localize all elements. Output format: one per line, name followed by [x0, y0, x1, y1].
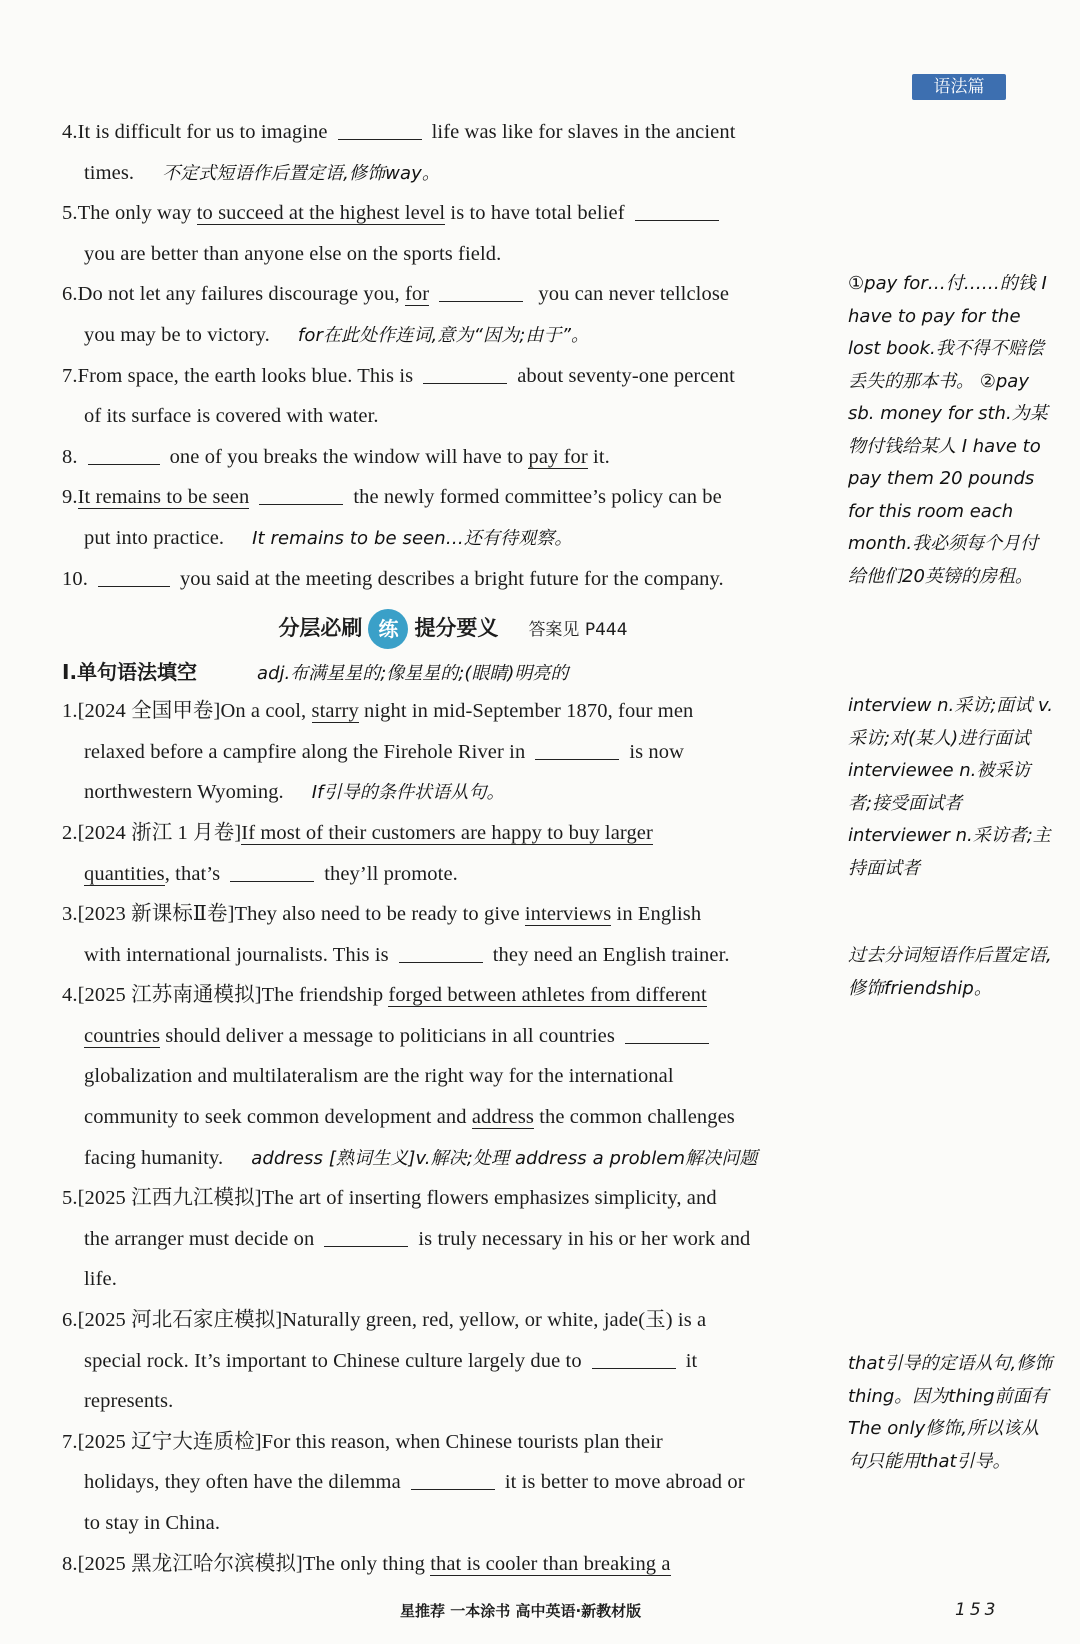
question-number: 8. [62, 445, 78, 468]
answer-blank [625, 1021, 709, 1044]
footer [0, 1600, 1080, 1630]
question-text: should deliver a message to politicians in all countries [160, 1024, 615, 1047]
question-number: 3. [62, 903, 78, 926]
section-title-left: 分层必刷 [278, 616, 363, 641]
question-text: holidays, they often have the dilemma [84, 1471, 401, 1494]
margin-note: interview n.采访;面试 v.采访;对(某人)进行面试 interviewee n.被采访者;接受面试者 interviewer n.采访者;主持面试者 [848, 695, 1053, 879]
underlined-phrase: It remains to be seen [77, 486, 250, 509]
question-line [62, 854, 844, 895]
question-text: [2024 浙江 1 月卷] [77, 821, 242, 844]
question-number: 4. [62, 121, 78, 143]
question-text: special rock. It’s important to Chinese culture largely due to [84, 1349, 582, 1372]
question-line [62, 315, 844, 356]
question-text: [2025 河北石家庄模拟]Naturally green, red, yellow, or white, jade(玉) is a [77, 1309, 707, 1332]
question-line [62, 518, 844, 559]
question-text: [2023 新课标Ⅱ卷]They also need to be ready to give [77, 903, 525, 926]
question-line [62, 1462, 844, 1503]
answer-blank [592, 1346, 676, 1369]
question-line [62, 274, 844, 315]
underlined-phrase: interviews [524, 903, 612, 926]
section-tag: 语法篇 [912, 74, 1006, 100]
answer-blank [338, 117, 422, 140]
answer-blank [439, 280, 523, 303]
answer-blank [324, 1224, 408, 1247]
question-text: [2025 黑龙江哈尔滨模拟]The only thing [77, 1552, 431, 1575]
underlined-phrase: pay for [528, 445, 588, 468]
question-number: 10. [62, 567, 88, 590]
question-text: northwestern Wyoming. [84, 781, 284, 804]
question-number: 2. [62, 821, 78, 844]
answer-reference: 答案见 P444 [528, 620, 628, 641]
question-line [62, 234, 844, 275]
question-number: 1. [62, 700, 78, 723]
question-text: facing humanity. [84, 1146, 224, 1169]
question-line [62, 772, 844, 813]
answer-blank [411, 1468, 495, 1491]
section-title-right: 提分要义 [414, 616, 499, 641]
question-line [62, 1138, 844, 1179]
question-text: From space, the earth looks blue. This is [77, 364, 414, 387]
question-number: 6. [62, 1309, 78, 1332]
question-line [62, 894, 844, 935]
underlined-phrase: for [404, 283, 430, 306]
question-line [62, 356, 844, 397]
question-text: The only way [77, 202, 197, 225]
question-text: to stay in China. [84, 1512, 221, 1534]
handwritten-note: address [熟词生义]v.解决;处理 address a problem解决问题 [251, 1147, 758, 1169]
question-text: represents. [84, 1390, 174, 1413]
question-text: one of you breaks the window will have to [169, 445, 529, 468]
answer-blank [98, 564, 170, 587]
question-text: Do not let any failures discourage you, [77, 283, 405, 306]
question-text: the common challenges [534, 1106, 735, 1129]
question-line [62, 1097, 844, 1138]
question-text: you said at the meeting describes a bright future for the company. [179, 567, 724, 590]
handwritten-note: It remains to be seen…还有待观察。 [252, 527, 573, 549]
answer-blank [230, 859, 314, 882]
question-line [62, 813, 844, 854]
question-line [62, 1503, 844, 1544]
question-text: you are better than anyone else on the sports field. [84, 242, 502, 265]
answer-blank [259, 483, 343, 506]
question-line [62, 1300, 844, 1341]
question-text: globalization and multilateralism are the right way for the international [84, 1065, 674, 1088]
question-text: they need an English trainer. [492, 943, 730, 966]
question-line [62, 1219, 844, 1260]
question-line [62, 732, 844, 773]
question-line [62, 477, 844, 518]
underlined-phrase: countries [84, 1024, 161, 1047]
handwritten-note: If引导的条件状语从句。 [311, 782, 505, 804]
question-number: 6. [62, 283, 78, 306]
question-line [62, 1178, 844, 1219]
margin-note: ①pay for…付……的钱 I have to pay for the lost book.我不得不赔偿丢失的那本书。 ②pay sb. money for sth.为某物付钱给某人 I have to pay them 20 pounds for this room each month.我必须每个月付给他们20英镑的房租。 [848, 273, 1048, 587]
handwritten-note: adj.布满星星的;像星星的;(眼睛)明亮的 [257, 663, 569, 685]
underlined-phrase: quantities [84, 862, 165, 885]
question-text: [2025 辽宁大连质检]For this reason, when Chinese tourists plan their [77, 1430, 663, 1453]
question-line [62, 193, 844, 234]
question-line [62, 691, 844, 732]
question-text: It is difficult for us to imagine [77, 121, 328, 143]
underlined-phrase: address [471, 1106, 535, 1129]
underlined-phrase: to succeed at the highest level [196, 202, 446, 225]
question-line [62, 153, 844, 194]
question-number: 5. [62, 1187, 78, 1210]
question-text: life. [84, 1268, 117, 1291]
footer-brand: 星推荐 一本涂书 高中英语·新教材版 [400, 1602, 642, 1620]
question-text: is to have total belief [445, 202, 625, 225]
question-text: , that’s [164, 862, 221, 885]
question-line [62, 935, 844, 976]
question-text: times. [84, 161, 135, 184]
question-line [62, 396, 844, 437]
question-text: the arranger must decide on [84, 1227, 315, 1250]
question-text: you can never tell [533, 283, 687, 306]
question-text: put into practice. [84, 526, 225, 549]
handwritten-note: for在此处作连词,意为“因为;由于”。 [297, 324, 590, 346]
part-title-text: Ⅰ.单句语法填空 [62, 660, 198, 685]
underlined-phrase: starry [311, 700, 359, 723]
underlined-phrase: forged between athletes from different [388, 984, 707, 1007]
question-text: [2024 全国甲卷]On a cool, [77, 700, 312, 723]
question-text: is now [629, 740, 685, 763]
question-line [62, 1016, 844, 1057]
question-text: with international journalists. This is [84, 943, 389, 966]
question-number: 7. [62, 364, 78, 387]
question-line [62, 1341, 844, 1382]
margin-note: that引导的定语从句,修饰thing。因为thing前面有The only修饰,所以该从句只能用that引导。 [848, 1353, 1053, 1472]
margin-note: 过去分词短语作后置定语,修饰friendship。 [848, 945, 1052, 999]
question-number: 9. [62, 486, 78, 509]
question-number: 4. [62, 984, 78, 1007]
question-line [62, 1259, 844, 1300]
question-line [62, 1381, 844, 1422]
question-text: community to seek common development and [84, 1106, 472, 1129]
answer-blank [635, 199, 719, 222]
question-text: close [686, 283, 730, 306]
part-title [62, 653, 844, 691]
question-text: of its surface is covered with water. [84, 405, 379, 428]
question-line [62, 559, 844, 600]
question-line [62, 1422, 844, 1463]
question-text: it is better to move abroad or [504, 1471, 745, 1494]
question-text: they’ll promote. [324, 862, 458, 885]
question-text: life was like for slaves in the ancient [431, 121, 736, 143]
question-line [62, 1056, 844, 1097]
page-number: 153 [955, 1600, 1000, 1620]
practice-icon: 练 [368, 609, 408, 649]
question-text: night in mid-September 1870, four men [358, 700, 694, 723]
handwritten-note: 不定式短语作后置定语,修饰way。 [162, 162, 440, 184]
question-number: 7. [62, 1430, 78, 1453]
question-text: it. [587, 445, 610, 468]
answer-blank [535, 737, 619, 760]
answer-blank [423, 361, 507, 384]
question-line [62, 1544, 844, 1585]
question-line [62, 975, 844, 1016]
question-text: is truly necessary in his or her work and [418, 1227, 751, 1250]
question-text: [2025 江苏南通模拟]The friendship [77, 984, 389, 1007]
question-text: in English [611, 903, 702, 926]
question-text: you may be to victory. [84, 323, 270, 346]
question-text: about seventy-one percent [517, 364, 735, 387]
answer-blank [399, 940, 483, 963]
underlined-phrase: that is cooler than breaking a [430, 1552, 671, 1575]
question-text: relaxed before a campfire along the Firehole River in [84, 740, 526, 763]
main-column [62, 112, 844, 1584]
underlined-phrase: If most of their customers are happy to buy larger [241, 821, 653, 844]
section-header [62, 603, 844, 653]
question-line [62, 437, 844, 478]
question-line [62, 112, 844, 153]
question-text: the newly formed committee’s policy can be [353, 486, 722, 509]
question-number: 8. [62, 1552, 78, 1575]
question-number: 5. [62, 202, 78, 225]
answer-blank [88, 442, 160, 465]
question-text: it [685, 1349, 698, 1372]
question-text: [2025 江西九江模拟]The art of inserting flowers emphasizes simplicity, and [77, 1187, 717, 1210]
